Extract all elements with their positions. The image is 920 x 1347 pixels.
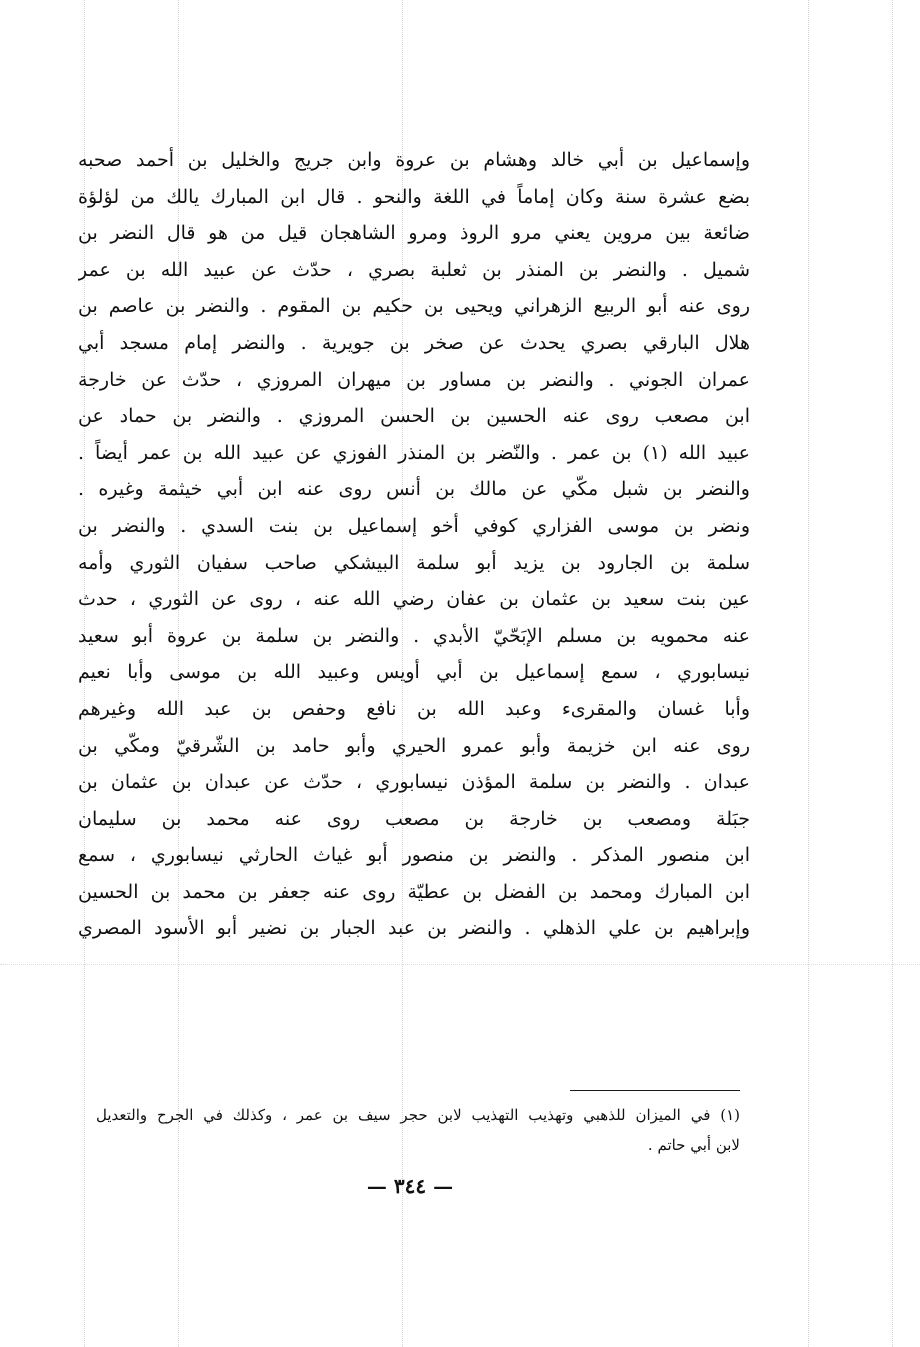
text-line: ابن المبارك ومحمد بن الفضل بن عطيّة روى عنه جعفر بن محمد بن الحسين — [78, 880, 750, 903]
scan-guide-line — [808, 0, 809, 1347]
footnote-block — [96, 1100, 740, 1160]
text-line: وإسماعيل بن أبي خالد وهشام بن عروة وابن جريج والخليل بن أحمد صحبه — [78, 149, 750, 171]
footnote-line: لابن أبي حاتم . — [647, 1136, 740, 1154]
footnote-separator — [570, 1090, 740, 1091]
text-line: ونضر بن موسى الفزاري كوفي أخو إسماعيل بن بنت السدي . والنضر بن — [78, 514, 750, 537]
page-number: — ٣٤٤ — — [366, 1174, 454, 1198]
footnote-line: (١) في الميزان للذهبي وتهذيب التهذيب لابن حجر سيف بن عمر ، وكذلك في الجرح والتعديل — [96, 1106, 740, 1124]
text-line: ابن مصعب روى عنه الحسين بن الحسن المروزي . والنضر بن حماد عن — [78, 405, 750, 428]
text-line: عين بنت سعيد بن عثمان بن عفان رضي الله عنه ، روى عن الثوري ، حدث — [78, 588, 750, 611]
main-text-block — [78, 142, 750, 947]
scan-guide-line — [0, 964, 920, 965]
scan-guide-line — [892, 0, 893, 1347]
text-line: جبَلة ومصعب بن خارجة بن مصعب روى عنه محمد بن سليمان — [78, 807, 750, 830]
text-line: عمران الجوني . والنضر بن مساور بن ميهران المروزي ، حدّث عن خارجة — [78, 368, 750, 391]
text-line: روى عنه ابن خزيمة وأبو عمرو الحيري وأبو حامد بن الشّرقيّ ومكّي بن — [78, 734, 750, 757]
text-line: سلمة بن الجارود بن يزيد أبو سلمة البيشكي صاحب سفيان الثوري وأمه — [78, 551, 750, 574]
text-line: والنضر بن شبل مكّي عن مالك بن أنس روى عنه ابن أبي خيثمة وغيره . — [78, 478, 750, 501]
text-line: ضائعة بين مروين يعني مرو الروذ ومرو الشاهجان قيل من هو قال النضر بن — [78, 222, 750, 245]
text-line: ابن منصور المذكر . والنضر بن منصور أبو غياث الحارثي نيسابوري ، سمع — [78, 844, 750, 867]
text-line: روى عنه أبو الربيع الزهراني ويحيى بن حكيم بن المقوم . والنضر بن عاصم بن — [78, 295, 750, 318]
text-line: عبدان . والنضر بن سلمة المؤذن نيسابوري ، حدّث عن عبدان بن عثمان بن — [78, 771, 750, 794]
text-line: وأبا غسان والمقرىء وعبد الله بن نافع وحفص بن عبد الله وغيرهم — [78, 697, 750, 720]
text-line: هلال البارقي بصري يحدث عن صخر بن جويرية . والنضر إمام مسجد أبي — [78, 331, 750, 354]
text-line: وإبراهيم بن علي الذهلي . والنضر بن عبد الجبار بن نضير أبو الأسود المصري — [78, 917, 750, 940]
text-line: شميل . والنضر بن المنذر بن ثعلبة بصري ، حدّث عن عبيد الله بن عمر — [78, 258, 750, 281]
text-line: عنه محمويه بن مسلم الإبَحّيّ الأبدي . والنضر بن سلمة بن عروة أبو سعيد — [78, 624, 750, 647]
text-line: عبيد الله (١) بن عمر . والنّضر بن المنذر الفوزي عن عبيد الله بن عمر أيضاً . — [78, 441, 750, 464]
text-line: بضع عشرة سنة وكان إماماً في اللغة والنحو . قال ابن المبارك يالك من لؤلؤة — [78, 185, 750, 208]
text-line: نيسابوري ، سمع إسماعيل بن أبي أويس وعبيد الله بن موسى وأبا نعيم — [78, 661, 750, 684]
